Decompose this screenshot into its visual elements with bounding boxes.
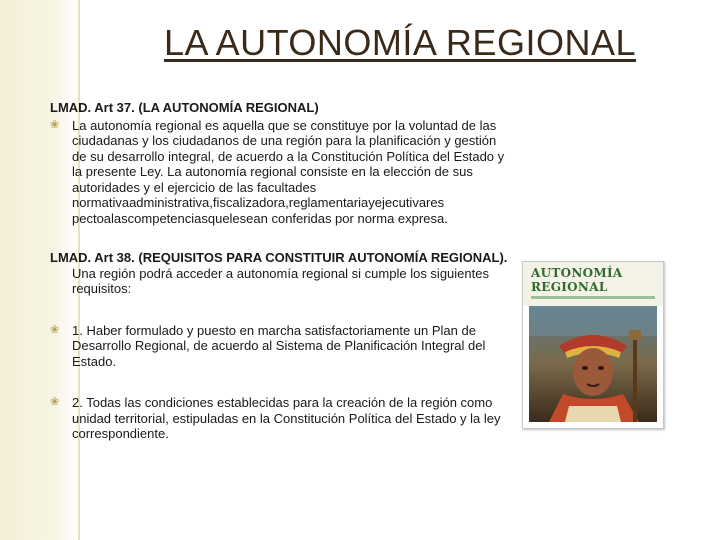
book-cover-image [522, 261, 664, 429]
bullet-icon: ❀ [50, 323, 60, 336]
cover-subtitle-bar [531, 296, 655, 299]
section-heading-rest: Una región podrá acceder a autonomía regional si cumple los siguientes requisitos: [72, 265, 489, 296]
section-heading-art-37: LMAD. Art 37. (LA AUTONOMÍA REGIONAL) [50, 100, 319, 115]
list-item-text: 2. Todas las condiciones establecidas para la creación de la región como unidad territorial, estipuladas en la Constitución Política del Estado y la ley correspondiente. [72, 395, 501, 441]
paragraph-text: La autonomía regional es aquella que se constituye por la voluntad de las ciudadanas y los ciudadanos de una región para la planificación y gestión de su desarrollo integral, de acuerdo a la Constitución Política del Estado y la presente Ley. La autonomía regional consiste en la elección de sus autoridades y el ejercicio de las facultades normativaadministrativa,fiscalizadora,reglamentariayejecutivares pectoalascompetenciasquelesean conferidas por norma expresa. [72, 117, 505, 226]
cover-title-line1: AUTONOMÍA [531, 266, 623, 280]
cover-portrait-photo [529, 306, 657, 422]
slide-content [50, 100, 510, 442]
bullet-paragraph [50, 118, 510, 227]
bullet-icon: ❀ [50, 396, 60, 408]
slide-title: LA AUTONOMÍA REGIONAL [164, 22, 636, 63]
list-item [50, 323, 510, 370]
bullet-icon: ❀ [50, 118, 60, 131]
cover-title-line2: REGIONAL [531, 280, 608, 294]
list-item-text: 1. Haber formulado y puesto en marcha satisfactoriamente un Plan de Desarrollo Regional, de acuerdo al Sistema de Planificación Integral del Estado. [72, 322, 486, 369]
section-art-38 [50, 250, 510, 297]
section-art-37 [50, 100, 510, 226]
section-heading-art-38: LMAD. Art 38. (REQUISITOS PARA CONSTITUIR AUTONOMÍA REGIONAL). [50, 250, 508, 265]
list-item [50, 395, 510, 442]
